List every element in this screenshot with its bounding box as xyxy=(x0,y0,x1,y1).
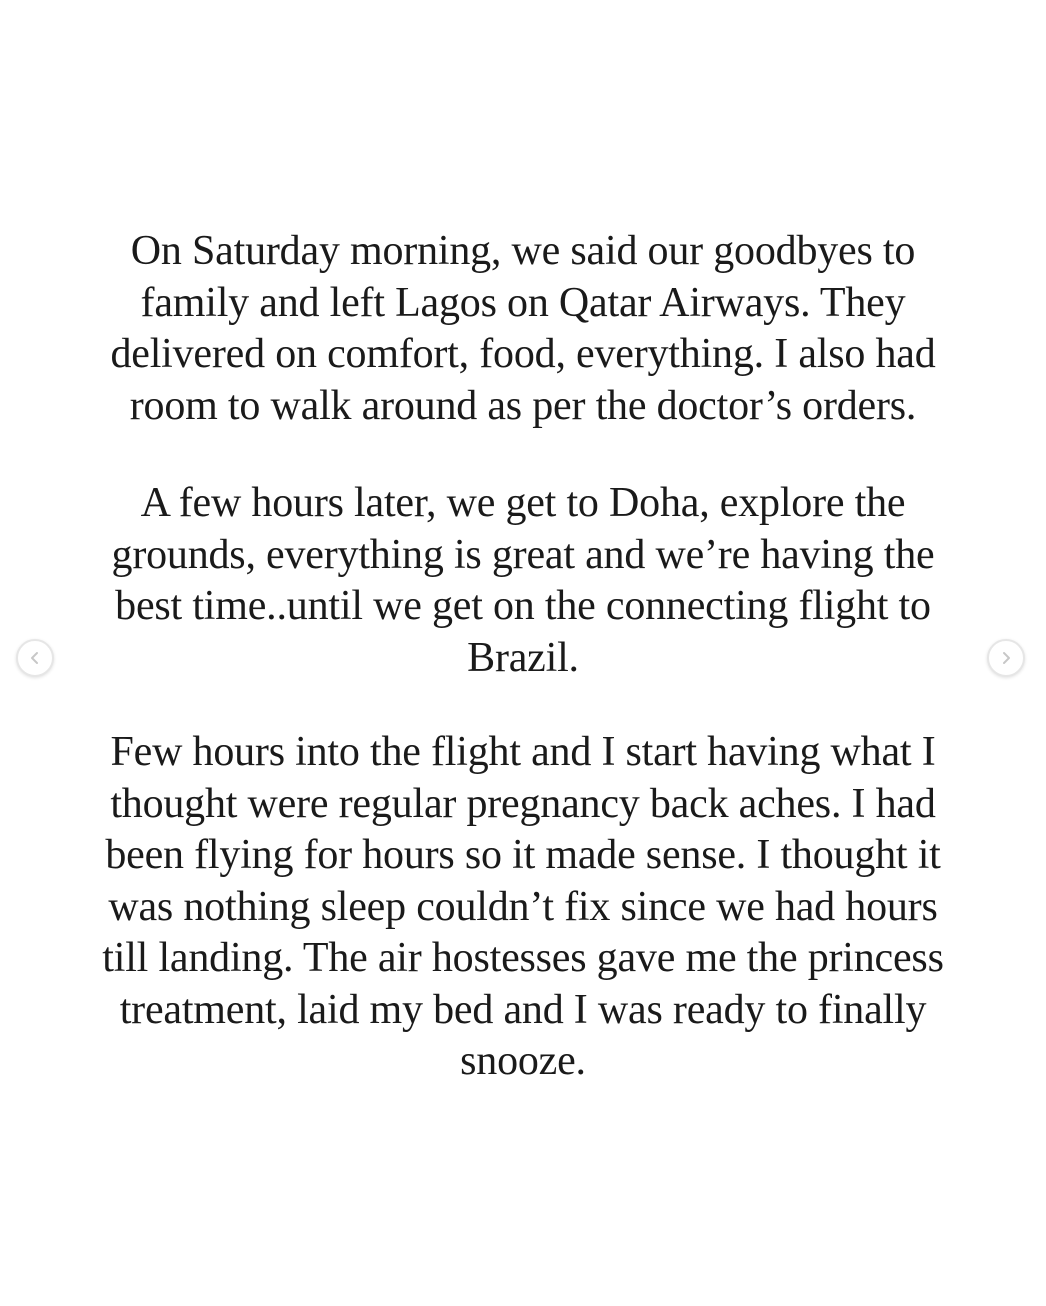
paragraph-2 xyxy=(40,478,1006,684)
text-line: Brazil. xyxy=(467,634,579,681)
text-line: room to walk around as per the doctor’s orders. xyxy=(129,382,917,429)
text-line: thought were regular pregnancy back aches. I had xyxy=(110,780,936,827)
text-line: treatment, laid my bed and I was ready to finally xyxy=(119,986,927,1033)
text-line: A few hours later, we get to Doha, explore the xyxy=(140,480,906,526)
chevron-left-icon xyxy=(28,651,42,665)
text-line: On Saturday morning, we said our goodbyes to xyxy=(130,228,916,274)
paragraph-1 xyxy=(40,226,1006,432)
text-line: been flying for hours so it made sense. I thought it xyxy=(105,832,941,878)
text-line: Few hours into the flight and I start having what I xyxy=(110,729,936,775)
chevron-right-icon xyxy=(999,651,1013,665)
text-line: was nothing sleep couldn’t fix since we had hours xyxy=(108,883,938,930)
text-line: best time..until we get on the connecting flight to xyxy=(115,583,931,629)
text-line: family and left Lagos on Qatar Airways. They xyxy=(140,279,906,326)
next-slide-button[interactable] xyxy=(987,639,1025,677)
text-line: till landing. The air hostesses gave me the princess xyxy=(102,935,944,981)
paragraph-3 xyxy=(40,727,1006,1088)
previous-slide-button[interactable] xyxy=(16,639,54,677)
text-line: delivered on comfort, food, everything. I also had xyxy=(110,331,936,377)
text-line: snooze. xyxy=(460,1038,586,1084)
text-line: grounds, everything is great and we’re having the xyxy=(111,531,935,578)
